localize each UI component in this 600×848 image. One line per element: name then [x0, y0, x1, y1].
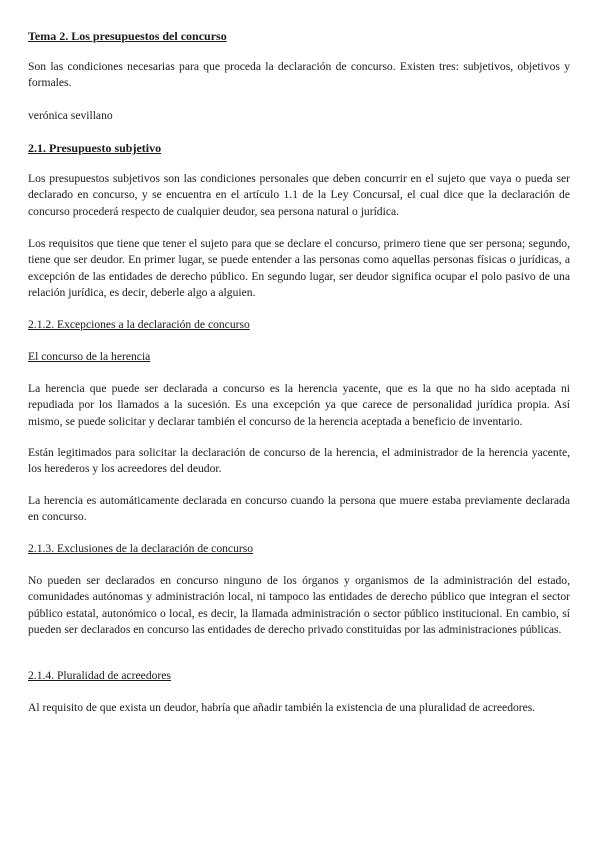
section-2-1-heading: 2.1. Presupuesto subjetivo: [28, 141, 162, 155]
exclusiones-paragraph: No pueden ser declarados en concurso ninguno de los órganos y organismos de la administración del estado, comunidades autónomas y administración local, ni tampoco las entidades de derecho público que integran el sector público estatal, autonómico o local, es decir, la llamada administración o sector público institucional. En cambio, sí pueden ser declarados en concurso las entidades de derecho privado constituidas por las administraciones públicas.: [28, 574, 570, 636]
herencia-paragraph-3: La herencia es automáticamente declarada en concurso cuando la persona que muere estaba previamente declarada en concurso.: [28, 494, 570, 524]
author-name: verónica sevillano: [28, 109, 113, 122]
section-2-1-4-heading: 2.1.4. Pluralidad de acreedores: [28, 669, 171, 682]
section-2-1-3-heading: 2.1.3. Exclusiones de la declaración de concurso: [28, 542, 254, 555]
herencia-paragraph-1: La herencia que puede ser declarada a concurso es la herencia yacente, que es la que no ha sido aceptada ni repudiada por los llamados a la sucesión. Es una excepción ya que carece de personalidad jurídica propia. Así mismo, se puede solicitar y declarar también el concurso de la herencia aceptada a beneficio de inventario.: [28, 382, 570, 428]
section-2-1-2-subheading: El concurso de la herencia: [28, 350, 151, 363]
section-2-1-paragraph-2: Los requisitos que tiene que tener el sujeto para que se declare el concurso, primero tiene que ser persona; segundo, tiene que ser deudor. En primer lugar, se puede entender a las personas como aquellas personas físicas o jurídicas, a excepción de las entidades de derecho público. En segundo lugar, ser deudor significa ocupar el polo pasivo de una relación jurídica, es decir, deberle algo a alguien.: [28, 237, 570, 299]
document-title: Tema 2. Los presupuestos del concurso: [28, 29, 227, 43]
pluralidad-paragraph: Al requisito de que exista un deudor, habría que añadir también la existencia de una pluralidad de acreedores.: [28, 701, 536, 714]
section-2-1-2-heading: 2.1.2. Excepciones a la declaración de concurso: [28, 318, 250, 331]
section-2-1-paragraph-1: Los presupuestos subjetivos son las condiciones personales que deben concurrir en el sujeto que vaya o pueda ser declarado en concurso, y se encuentra en el artículo 1.1 de la Ley Concursal, el cual dice que la declaración de concurso procederá respecto de cualquier deudor, sea persona natural o jurídica.: [28, 172, 570, 218]
intro-paragraph: Son las condiciones necesarias para que proceda la declaración de concurso. Existen tres: subjetivos, objetivos y formales.: [28, 60, 570, 90]
herencia-paragraph-2: Están legitimados para solicitar la declaración de concurso de la herencia, el administrador de la herencia yacente, los herederos y los acreedores del deudor.: [28, 446, 570, 476]
